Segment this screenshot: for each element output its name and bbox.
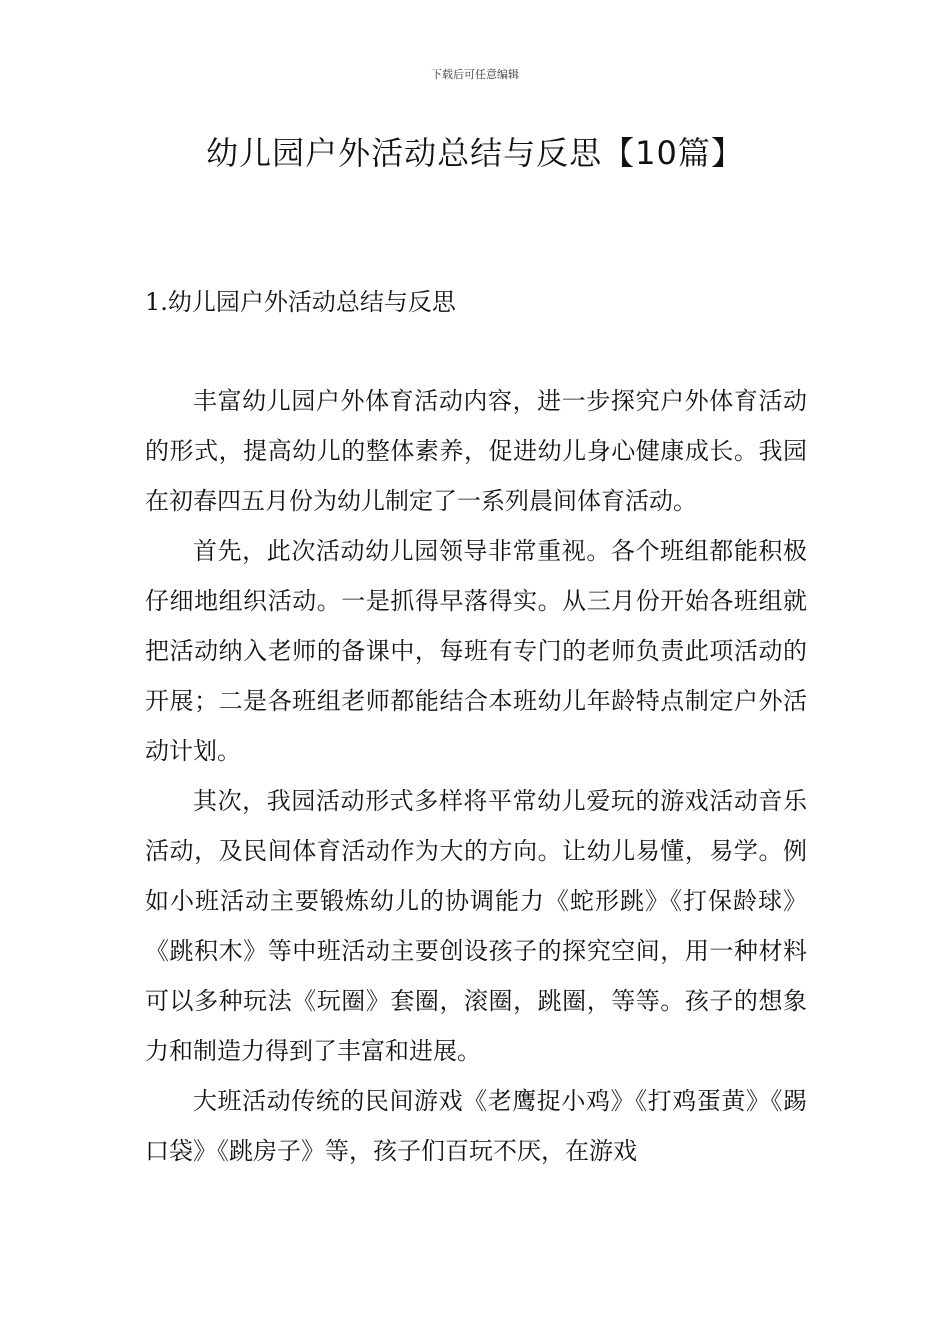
paragraph: 其次，我园活动形式多样将平常幼儿爱玩的游戏活动音乐活动，及民间体育活动作为大的方向。让幼儿易懂，易学。例如小班活动主要锻炼幼儿的协调能力《蛇形跳》《打保龄球》《跳积木》等中班活动主要创设孩子的探究空间，用一种材料可以多种玩法《玩圈》套圈，滚圈，跳圈，等等。孩子的想象力和制造力得到了丰富和进展。 bbox=[145, 787, 807, 1065]
page-header-note: 下载后可任意编辑 bbox=[431, 68, 519, 81]
section-heading: 1.幼儿园户外活动总结与反思 bbox=[145, 288, 456, 316]
document-title: 幼儿园户外活动总结与反思【10篇】 bbox=[206, 134, 744, 172]
paragraph: 首先，此次活动幼儿园领导非常重视。各个班组都能积极仔细地组织活动。一是抓得早落得实。从三月份开始各班组就把活动纳入老师的备课中，每班有专门的老师负责此项活动的开展；二是各班组老师都能结合本班幼儿年龄特点制定户外活动计划。 bbox=[145, 537, 807, 765]
document-body bbox=[145, 376, 807, 1176]
paragraph: 大班活动传统的民间游戏《老鹰捉小鸡》《打鸡蛋黄》《踢口袋》《跳房子》等，孩子们百玩不厌，在游戏 bbox=[145, 1087, 807, 1165]
paragraph: 丰富幼儿园户外体育活动内容，进一步探究户外体育活动的形式，提高幼儿的整体素养，促进幼儿身心健康成长。我园在初春四五月份为幼儿制定了一系列晨间体育活动。 bbox=[145, 387, 807, 515]
